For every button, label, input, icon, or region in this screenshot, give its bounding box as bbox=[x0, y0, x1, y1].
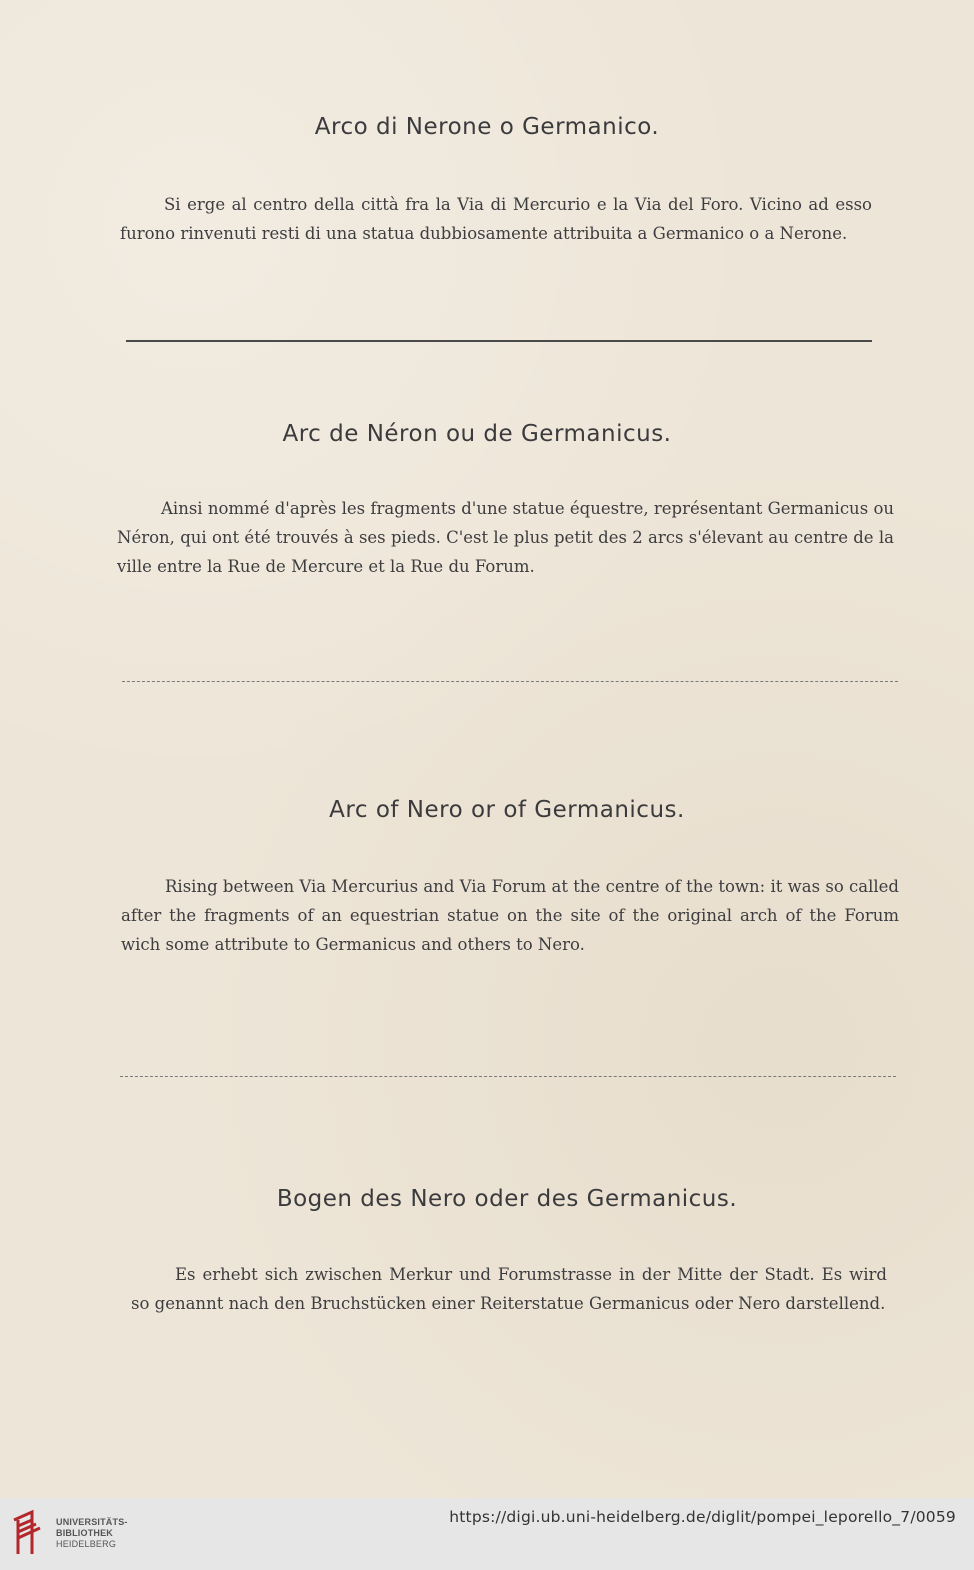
section-divider bbox=[120, 1076, 896, 1077]
logo-line-3: HEIDELBERG bbox=[56, 1539, 117, 1549]
university-library-wordmark bbox=[56, 1517, 128, 1550]
section-title-italian: Arco di Nerone o Germanico. bbox=[314, 114, 660, 140]
viewer-footer bbox=[0, 1498, 974, 1570]
logo-line-2: BIBLIOTHEK bbox=[56, 1528, 113, 1538]
logo-line-1: UNIVERSITÄTS- bbox=[56, 1517, 128, 1527]
section-paragraph-french: Ainsi nommé d'après les fragments d'une statue équestre, représentant Germanicus ou Néron, qui ont été trouvés à ses pieds. C'est le plus petit des 2 arcs s'élevant au centre de la ville entre la Rue de Mercure et la Rue du Forum. bbox=[117, 499, 894, 576]
section-paragraph-italian: Si erge al centro della città fra la Via di Mercurio e la Via del Foro. Vicino ad esso furono rinvenuti resti di una statua dubbiosamente attribuita a Germanico o a Nerone. bbox=[120, 195, 872, 243]
university-library-logo-icon bbox=[10, 1508, 48, 1558]
section-divider bbox=[122, 681, 898, 682]
section-title-french: Arc de Néron ou de Germanicus. bbox=[282, 421, 672, 447]
section-paragraph-german: Es erhebt sich zwischen Merkur und Forumstrasse in der Mitte der Stadt. Es wird so genannt nach den Bruchstücken einer Reiterstatue Germanicus oder Nero darstellend. bbox=[131, 1265, 887, 1313]
section-title-english: Arc of Nero or of Germanicus. bbox=[329, 797, 685, 823]
section-divider bbox=[126, 340, 872, 342]
section-paragraph-english: Rising between Via Mercurius and Via Forum at the centre of the town: it was so called after the fragments of an equestrian statue on the site of the original arch of the Forum wich some attribute to Germanicus and others to Nero. bbox=[121, 877, 899, 954]
section-title-german: Bogen des Nero oder des Germanicus. bbox=[276, 1186, 738, 1212]
document-url-link[interactable]: https://digi.ub.uni-heidelberg.de/diglit/pompei_leporello_7/0059 bbox=[449, 1508, 956, 1526]
